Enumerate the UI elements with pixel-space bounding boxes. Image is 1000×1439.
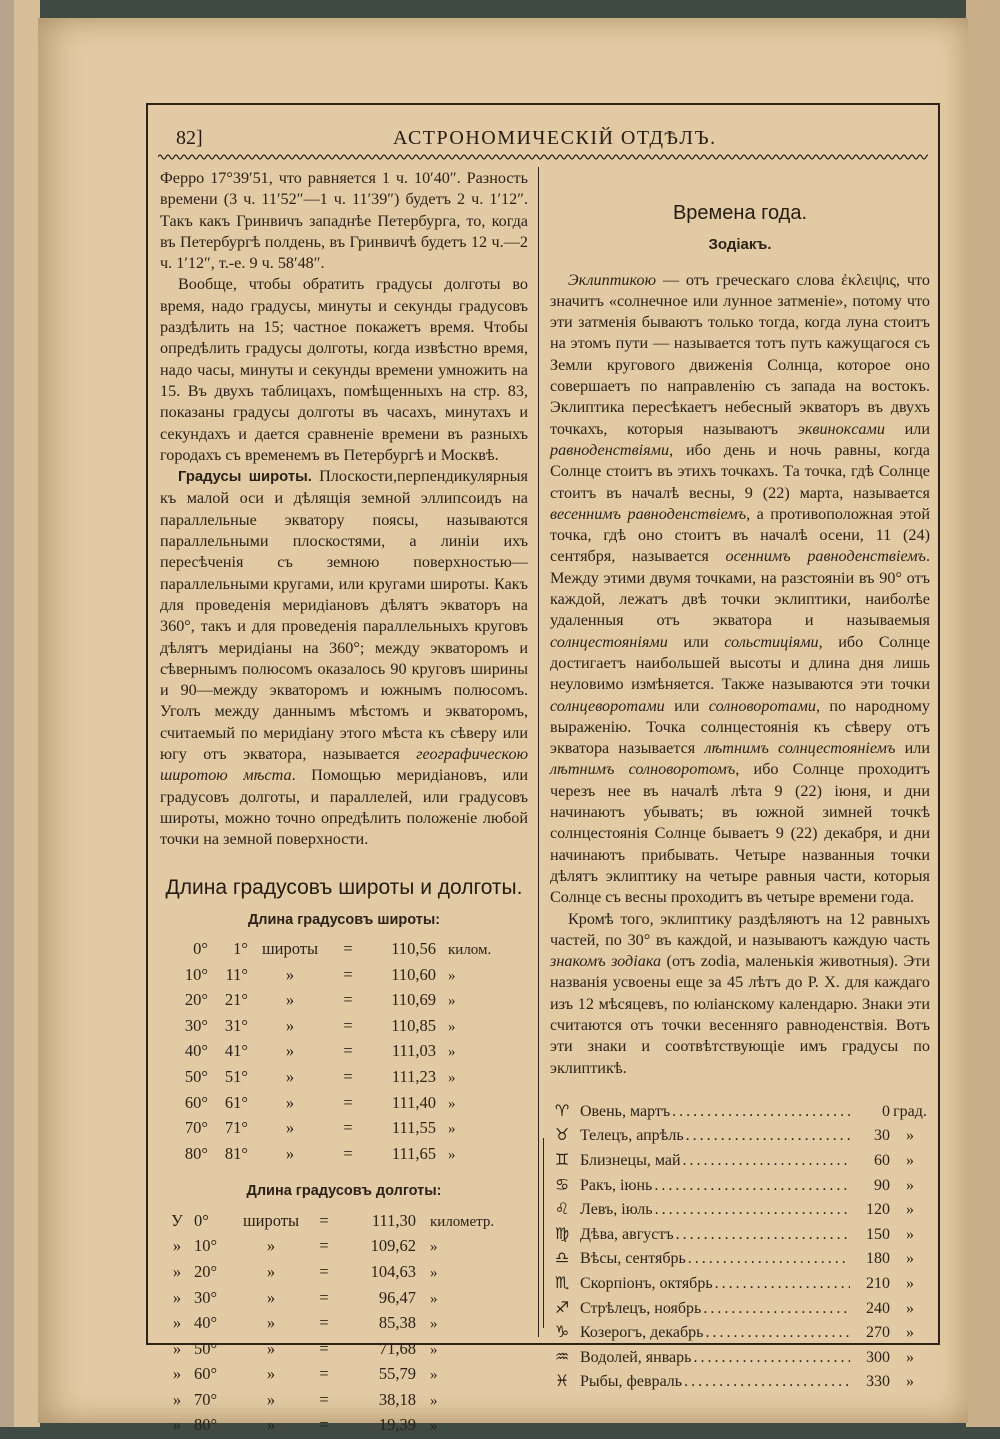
text-run: или xyxy=(895,739,931,758)
row-label: » xyxy=(266,1364,276,1384)
table-row xyxy=(160,1091,528,1117)
zodiac-degree: 240 xyxy=(866,1299,890,1317)
deg-from: 70° xyxy=(184,1118,208,1138)
length-value: 85,38 xyxy=(378,1313,416,1333)
zodiac-row xyxy=(550,1320,930,1345)
deg-from: 60° xyxy=(184,1092,208,1112)
running-head: АСТРОНОМИЧЕСКІЙ ОТДѢЛЪ. xyxy=(393,127,717,149)
row-label: » xyxy=(266,1236,276,1256)
deg-from: 50° xyxy=(184,1067,208,1087)
equals-sign: = xyxy=(343,964,353,984)
length-value: 38,18 xyxy=(378,1389,416,1409)
italic-term: знакомъ зодіака xyxy=(550,952,662,971)
length-value: 111,65 xyxy=(391,1143,436,1163)
equals-sign: = xyxy=(343,1092,353,1112)
unit: » xyxy=(906,1348,914,1366)
length-value: 111,55 xyxy=(391,1118,436,1138)
zodiac-name: Левъ, іюль xyxy=(580,1201,653,1219)
text-run: , ибо день и ночь равны, когда Солнце стоитъ въ этихъ точкахъ. Та точка, гдѣ Солнце стоитъ въ началѣ весны, 9 (22) марта, называется xyxy=(550,440,930,502)
zodiac-rule xyxy=(543,1138,544,1328)
column-divider xyxy=(538,167,539,1337)
text-run: . Помощью меридіановъ, или градусовъ долготы, и параллелей, или градусовъ широты, можно точно опредѣлить положеніе любой точки на земной поверхности. xyxy=(160,766,528,849)
italic-term: солнцеворотами xyxy=(550,696,665,715)
zodiac-name: Дѣва, августъ xyxy=(580,1225,674,1243)
zodiac-degree: 300 xyxy=(866,1348,890,1366)
page xyxy=(38,18,968,1435)
zodiac-row xyxy=(550,1246,930,1271)
degree: 40° xyxy=(194,1313,218,1333)
length-value: 110,60 xyxy=(391,964,436,984)
table-row xyxy=(160,1065,528,1091)
unit: » xyxy=(448,993,456,1010)
length-value: 96,47 xyxy=(378,1287,416,1307)
unit: » xyxy=(906,1176,914,1194)
zodiac-sign-icon: ♑ xyxy=(554,1322,570,1342)
italic-term: осеннимъ равноденствіемъ xyxy=(725,547,926,566)
paragraph-heading: Градусы широты. xyxy=(178,469,312,486)
zodiac-sign-icon: ♌ xyxy=(554,1199,570,1219)
text-run: Кромѣ того, эклиптику раздѣляютъ на 12 равныхъ частей, по 30° въ каждой, и называютъ каждую часть xyxy=(550,909,930,949)
text-run: . Между этими двумя точками, на разстояніи въ 90° отъ каждой, лежатъ двѣ точки эклиптики, наиболѣе удаленныя отъ экватора и называемыя xyxy=(550,547,931,630)
zodiac-row xyxy=(550,1148,930,1173)
zodiac-degree: 330 xyxy=(866,1373,890,1391)
text-run: , ибо Солнце достигаетъ наибольшей высоты и длина дня лишь неуловимо измѣняется. Также называются эти точки xyxy=(550,632,931,694)
length-value: 111,23 xyxy=(391,1067,436,1087)
subsection-title: Зодіакъ. xyxy=(708,236,772,254)
latitude-table xyxy=(160,937,528,1167)
text-run: или xyxy=(667,632,725,651)
unit: » xyxy=(430,1341,438,1358)
dot-leader xyxy=(682,1370,850,1394)
book-edge xyxy=(0,0,14,1427)
zodiac-row xyxy=(550,1099,930,1124)
zodiac-sign-icon: ♒ xyxy=(554,1346,570,1366)
row-label: » xyxy=(266,1338,276,1358)
prefix: У xyxy=(171,1210,183,1230)
equals-sign: = xyxy=(319,1210,329,1230)
prefix: » xyxy=(172,1338,182,1358)
unit: » xyxy=(906,1324,914,1342)
text-run: (отъ zоdіа, маленькія животныя). Эти названія усвоены еще за 45 лѣтъ до Р. Х. для каждаго изъ 12 мѣсяцевъ, по юліанскому календарю. Знаки эти считаются отъ точки весенняго равноденствія. Вотъ эти знаки и соотвѣтствующіе имъ градусы по эклиптикѣ. xyxy=(550,952,930,1077)
wavy-rule xyxy=(158,153,928,161)
text-run: , ибо Солнце проходитъ черезъ нее въ началѣ лѣта 9 (22) іюня, и дни начинаютъ убывать; въ южной зимней точкѣ солнцестоянія Солнце бываетъ 9 (22) декабря, и дни начинаютъ прибывать. Четыре названныя точки дѣлятъ эклиптику на четыре равныя части, которыя Солнце съ весны проходитъ въ четыре времени года. xyxy=(550,760,930,907)
zodiac-row xyxy=(550,1369,930,1394)
italic-term: лѣтнимъ солнцестояніемъ xyxy=(704,739,896,758)
unit: » xyxy=(430,1367,438,1384)
zodiac-degree: 210 xyxy=(866,1275,890,1293)
unit: » xyxy=(430,1239,438,1256)
unit: » xyxy=(448,1070,456,1087)
prefix: » xyxy=(172,1415,182,1435)
paragraph xyxy=(160,466,528,850)
dot-leader xyxy=(670,1100,850,1124)
italic-term: географическою широтою мѣста xyxy=(160,745,528,785)
unit: град. xyxy=(893,1102,927,1120)
unit: » xyxy=(430,1418,438,1435)
zodiac-row xyxy=(550,1345,930,1370)
dot-leader xyxy=(701,1297,850,1321)
dot-leader xyxy=(703,1321,850,1345)
deg-from: 0° xyxy=(193,939,208,959)
paragraph xyxy=(550,909,930,1079)
text-run: или xyxy=(664,696,709,715)
degree: 0° xyxy=(194,1210,209,1230)
equals-sign: = xyxy=(319,1415,329,1435)
table-row xyxy=(160,937,528,963)
table-row xyxy=(160,1311,528,1337)
table-row xyxy=(160,1362,528,1388)
zodiac-name: Стрѣлецъ, ноябрь xyxy=(580,1299,702,1317)
equals-sign: = xyxy=(343,1041,353,1061)
equals-sign: = xyxy=(319,1261,329,1281)
unit: » xyxy=(430,1264,438,1281)
equals-sign: = xyxy=(319,1338,329,1358)
unit: » xyxy=(906,1152,914,1170)
table-row xyxy=(160,1388,528,1414)
degree: 70° xyxy=(194,1389,218,1409)
row-label: » xyxy=(266,1415,276,1435)
table-row xyxy=(160,1209,528,1235)
row-label: » xyxy=(285,1067,295,1087)
zodiac-sign-icon: ♍ xyxy=(554,1223,570,1243)
length-value: 19,39 xyxy=(378,1415,416,1435)
deg-to: 21° xyxy=(224,990,248,1010)
italic-term: солноворотами xyxy=(708,696,816,715)
length-value: 110,56 xyxy=(391,939,436,959)
length-value: 71,68 xyxy=(378,1338,416,1358)
deg-from: 40° xyxy=(184,1041,208,1061)
text-run: Плоскости,перпендикулярныя къ малой оси и дѣлящія земной эллипсоидъ на параллельные экватору поясы, называются параллельными плоскостями, а линіи ихъ пересѣченія съ земною поверхностью—параллельными кругами, или кругами широты. Какъ для проведенія меридіановъ дѣлятъ экваторъ на 360°, такъ и для проведенія параллельныхъ круговъ дѣлятъ меридіаны на 360°; между экваторомъ и сѣвернымъ полюсомъ оказалось 90 круговъ ширины и 90—между экваторомъ и южнымъ полюсомъ. Уголъ между даннымъ мѣстомъ и экваторомъ, считаемый по меридіану этого мѣста къ сѣверу или югу отъ экватора, называется xyxy=(160,467,528,764)
length-value: 55,79 xyxy=(378,1364,416,1384)
length-value: 104,63 xyxy=(370,1261,416,1281)
unit: » xyxy=(906,1373,914,1391)
lat-table-title: Длина градусовъ широты: xyxy=(247,911,441,928)
equals-sign: = xyxy=(319,1389,329,1409)
deg-from: 10° xyxy=(184,964,208,984)
degree: 30° xyxy=(194,1287,218,1307)
zodiac-name: Рыбы, февраль xyxy=(580,1373,683,1391)
zodiac-sign-icon: ♎ xyxy=(554,1248,570,1268)
table-row xyxy=(160,1039,528,1065)
length-value: 110,85 xyxy=(391,1015,436,1035)
page-number: 82] xyxy=(176,127,203,149)
text-run: — отъ греческаго слова ἐκλειψις, что значитъ «солнечное или лунное затменіе», потому что эти затменія бываютъ только тогда, когда луна стоитъ на этомъ пути — называется тотъ путь кажущагося съ Земли кругового движенія Солнца, которое оно совершаетъ по направленію съ запада на востокъ. Эклиптика пересѣкаетъ небесный экваторъ въ двухъ точкахъ, которыя называютъ xyxy=(550,270,930,438)
dot-leader xyxy=(653,1198,850,1222)
equals-sign: = xyxy=(343,939,353,959)
italic-term: равноденствіями xyxy=(550,440,670,459)
equals-sign: = xyxy=(343,990,353,1010)
table-row xyxy=(160,988,528,1014)
zodiac-name: Водолей, январь xyxy=(580,1348,692,1366)
text-run: , по народному выраженію. Точка солнцестоянія къ сѣверу отъ экватора называется xyxy=(550,696,930,758)
dot-leader xyxy=(652,1174,850,1198)
equals-sign: = xyxy=(343,1143,353,1163)
unit: » xyxy=(430,1316,438,1333)
zodiac-name: Овень, мартъ xyxy=(580,1102,671,1120)
degree: 20° xyxy=(194,1261,218,1281)
equals-sign: = xyxy=(343,1067,353,1087)
unit: » xyxy=(906,1225,914,1243)
prefix: » xyxy=(172,1389,182,1409)
zodiac-degree: 60 xyxy=(874,1152,890,1170)
unit: » xyxy=(906,1127,914,1145)
zodiac-sign-icon: ♊ xyxy=(554,1150,570,1170)
page-frame xyxy=(146,103,940,1435)
length-value: 111,30 xyxy=(371,1210,416,1230)
unit: » xyxy=(448,1121,456,1138)
degree: 10° xyxy=(194,1236,218,1256)
table-row xyxy=(160,1014,528,1040)
zodiac-name: Телецъ, апрѣль xyxy=(580,1127,684,1145)
zodiac-row xyxy=(550,1197,930,1222)
deg-to: 81° xyxy=(224,1143,248,1163)
dot-leader xyxy=(684,1124,850,1148)
row-label: » xyxy=(285,1118,295,1138)
zodiac-name: Ракъ, іюнь xyxy=(580,1176,653,1194)
row-label: » xyxy=(266,1389,276,1409)
row-label: » xyxy=(285,1015,295,1035)
table-row xyxy=(160,1116,528,1142)
unit: » xyxy=(448,967,456,984)
zodiac-degree: 90 xyxy=(874,1176,890,1194)
deg-to: 41° xyxy=(224,1041,248,1061)
zodiac-name: Скорпіонъ, октябрь xyxy=(580,1275,713,1293)
row-label: » xyxy=(285,1092,295,1112)
paragraph: Ферро 17°39′51, что равняется 1 ч. 10′40″. Разность времени (3 ч. 11′52″—1 ч. 11′39″) будетъ 2 ч. 1′12″. Такъ какъ Гринвичъ западнѣе Петербурга, то, когда въ Петербургѣ полдень, въ Гринвичѣ будетъ 12 ч.—2 ч. 1′12″, т.-е. 9 ч. 58′48″. xyxy=(160,169,528,273)
equals-sign: = xyxy=(343,1118,353,1138)
length-value: 110,69 xyxy=(391,990,436,1010)
unit: » xyxy=(430,1290,438,1307)
unit: » xyxy=(906,1275,914,1293)
table-row xyxy=(160,1286,528,1312)
lon-table-title: Длина градусовъ долготы: xyxy=(246,1183,442,1200)
degree: 80° xyxy=(194,1415,218,1435)
equals-sign: = xyxy=(319,1313,329,1333)
dot-leader xyxy=(713,1272,850,1296)
degree: 60° xyxy=(194,1364,218,1384)
prefix: » xyxy=(172,1261,182,1281)
dot-leader xyxy=(686,1247,850,1271)
length-value: 111,03 xyxy=(391,1041,436,1061)
dot-leader xyxy=(691,1346,850,1370)
paragraph: Вообще, чтобы обратить градусы долготы во время, надо градусы, минуты и секунды градусовъ раздѣлить на 15; частное покажетъ время. Чтобы опредѣлить градусы долготы, когда извѣстно время, надо часы, минуты и секунды времени умножить на 15. Въ двухъ таблицахъ, помѣщенныхъ на стр. 83, показаны градусы долготы въ часахъ, минутахъ и секундахъ и дается сравненіе времени въ разныхъ городахъ съ временемъ въ Петербургѣ и Москвѣ. xyxy=(160,275,528,464)
row-label: » xyxy=(285,964,295,984)
row-label: » xyxy=(285,1041,295,1061)
deg-to: 1° xyxy=(233,939,248,959)
zodiac-sign-icon: ♋ xyxy=(554,1174,570,1194)
zodiac-sign-icon: ♓ xyxy=(554,1371,570,1391)
unit: » xyxy=(448,1146,456,1163)
equals-sign: = xyxy=(319,1236,329,1256)
unit: » xyxy=(906,1250,914,1268)
unit: килом. xyxy=(448,942,492,959)
zodiac-table xyxy=(550,1099,930,1394)
table-row xyxy=(160,1234,528,1260)
degree: 50° xyxy=(194,1338,218,1358)
longitude-table xyxy=(160,1209,528,1439)
equals-sign: = xyxy=(343,1015,353,1035)
zodiac-sign-icon: ♐ xyxy=(554,1297,570,1317)
zodiac-degree: 180 xyxy=(866,1250,890,1268)
deg-to: 61° xyxy=(224,1092,248,1112)
deg-from: 80° xyxy=(184,1143,208,1163)
italic-term: солнцестояніями xyxy=(550,632,668,651)
zodiac-name: Козерогъ, декабрь xyxy=(580,1324,704,1342)
table-row xyxy=(160,1260,528,1286)
text-run: , а противоположная этой точка, гдѣ оно стоитъ въ началѣ осени, 11 (24) сентября, называется xyxy=(550,504,930,566)
italic-term: весеннимъ равноденствіемъ xyxy=(550,504,747,523)
row-label: широты xyxy=(242,1210,300,1230)
table-row xyxy=(160,1413,528,1439)
zodiac-row xyxy=(550,1271,930,1296)
dot-leader xyxy=(674,1223,850,1247)
left-column xyxy=(160,168,528,1439)
table-row xyxy=(160,1142,528,1168)
deg-from: 20° xyxy=(184,990,208,1010)
page-stack xyxy=(14,0,40,1427)
length-value: 111,40 xyxy=(391,1092,436,1112)
deg-to: 11° xyxy=(225,964,248,984)
prefix: » xyxy=(172,1313,182,1333)
unit: » xyxy=(448,1044,456,1061)
zodiac-row xyxy=(550,1296,930,1321)
zodiac-sign-icon: ♏ xyxy=(554,1273,570,1293)
paragraph xyxy=(550,270,930,909)
prefix: » xyxy=(172,1364,182,1384)
deg-to: 51° xyxy=(224,1067,248,1087)
deg-to: 71° xyxy=(224,1118,248,1138)
zodiac-row xyxy=(550,1123,930,1148)
row-label: широты xyxy=(261,939,319,959)
zodiac-degree: 30 xyxy=(874,1127,890,1145)
italic-term: лѣтнимъ солноворотомъ xyxy=(550,760,736,779)
unit: » xyxy=(906,1201,914,1219)
zodiac-name: Близнецы, май xyxy=(580,1152,681,1170)
prefix: » xyxy=(172,1236,182,1256)
right-column xyxy=(550,203,930,1394)
zodiac-row xyxy=(550,1222,930,1247)
zodiac-degree: 120 xyxy=(866,1201,890,1219)
equals-sign: = xyxy=(319,1364,329,1384)
unit: » xyxy=(448,1095,456,1112)
unit: » xyxy=(430,1392,438,1409)
zodiac-sign-icon: ♈ xyxy=(554,1100,570,1120)
row-label: » xyxy=(285,1143,295,1163)
zodiac-name: Вѣсы, сентябрь xyxy=(580,1250,686,1268)
row-label: » xyxy=(266,1287,276,1307)
section-title: Времена года. xyxy=(672,202,808,224)
dot-leader xyxy=(681,1149,851,1173)
unit: » xyxy=(448,1018,456,1035)
table-row xyxy=(160,1337,528,1363)
zodiac-degree: 0 xyxy=(882,1102,890,1120)
zodiac-sign-icon: ♉ xyxy=(554,1125,570,1145)
italic-term: эквинокcами xyxy=(797,419,885,438)
text-run: или xyxy=(884,419,930,438)
unit: километр. xyxy=(430,1213,495,1230)
zodiac-degree: 150 xyxy=(866,1225,890,1243)
italic-term: сольстиціями xyxy=(724,632,819,651)
deg-to: 31° xyxy=(224,1015,248,1035)
unit: » xyxy=(906,1299,914,1317)
deg-from: 30° xyxy=(184,1015,208,1035)
zodiac-degree: 270 xyxy=(866,1324,890,1342)
spacer xyxy=(550,1079,930,1099)
row-label: » xyxy=(266,1261,276,1281)
table-row xyxy=(160,963,528,989)
length-value: 109,62 xyxy=(370,1236,416,1256)
row-label: » xyxy=(266,1313,276,1333)
equals-sign: = xyxy=(319,1287,329,1307)
italic-term: Эклиптикою xyxy=(568,270,656,289)
next-page-edge xyxy=(966,0,1000,1427)
section-title: Длина градусовъ широты и долготы. xyxy=(165,875,523,899)
prefix: » xyxy=(172,1287,182,1307)
row-label: » xyxy=(285,990,295,1010)
zodiac-row xyxy=(550,1173,930,1198)
